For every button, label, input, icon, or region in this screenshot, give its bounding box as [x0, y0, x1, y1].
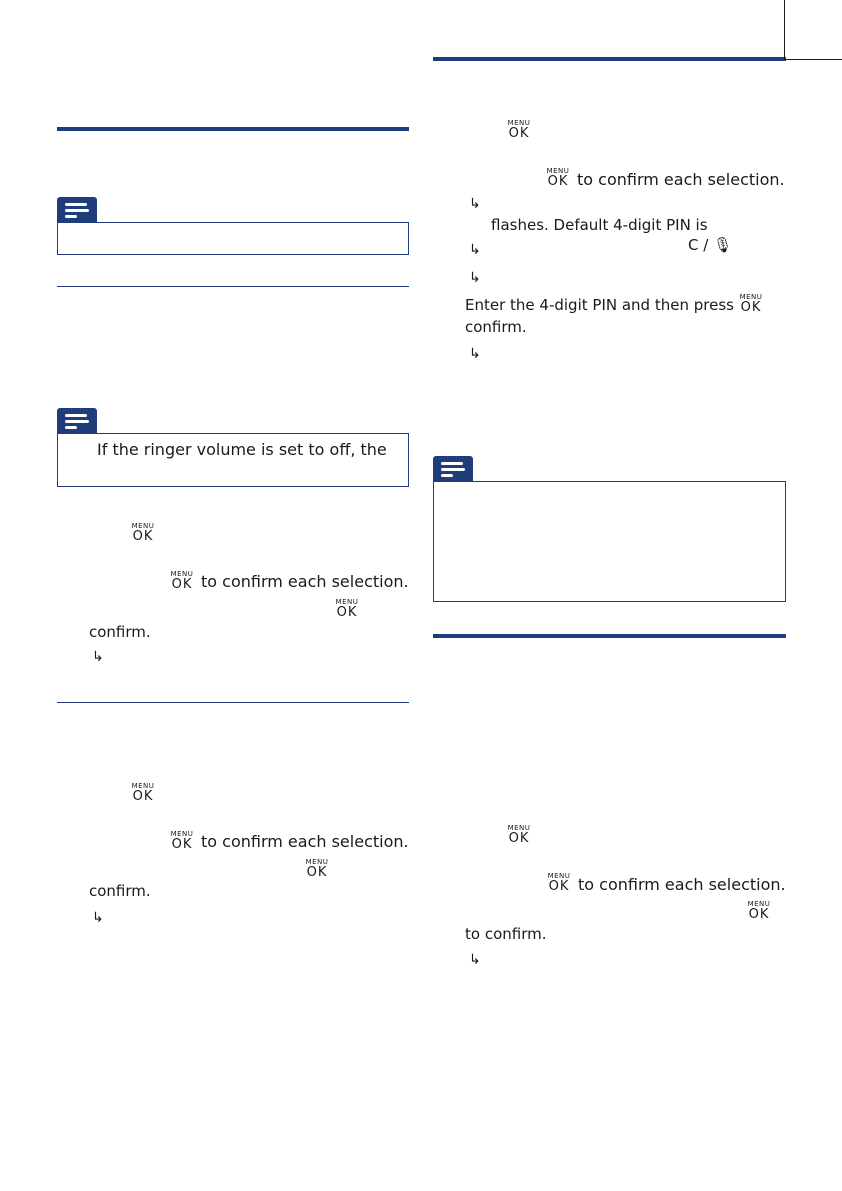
menu-ok-key-icon: MENU OK: [305, 858, 329, 880]
note-box-3: [433, 481, 786, 602]
menu-ok-key-icon: MENU OK: [170, 570, 194, 592]
result-arrow-icon: ↳: [469, 196, 481, 212]
pin-flash-text: flashes. Default 4-digit PIN is: [491, 216, 708, 234]
section-divider-left-top: [57, 127, 409, 131]
result-arrow-icon: ↳: [469, 346, 481, 362]
page-edge-mark: [784, 0, 785, 60]
note-icon: [57, 197, 97, 223]
step-text-confirm: confirm.: [89, 882, 151, 900]
subsection-divider-2: [57, 702, 409, 703]
step-text-to-confirm: to confirm.: [465, 925, 547, 943]
menu-ok-key-icon: MENU OK: [335, 598, 359, 620]
menu-ok-key-icon: MENU OK: [507, 119, 531, 141]
step-text-confirm-each: to confirm each selection.: [201, 832, 409, 851]
step-text-confirm: confirm.: [89, 623, 151, 641]
menu-ok-key-icon: MENU OK: [546, 167, 570, 189]
enter-pin-text: Enter the 4-digit PIN and then press: [465, 296, 734, 314]
result-arrow-icon: ↳: [469, 242, 481, 258]
menu-ok-key-icon: MENU OK: [131, 782, 155, 804]
step-text-confirm: confirm.: [465, 318, 527, 336]
note-box-1: [57, 222, 409, 255]
step-text-confirm-each: to confirm each selection.: [578, 875, 786, 894]
result-arrow-icon: ↳: [469, 952, 481, 968]
result-arrow-icon: ↳: [469, 270, 481, 286]
result-arrow-icon: ↳: [92, 649, 104, 665]
menu-ok-key-icon: MENU OK: [131, 522, 155, 544]
menu-ok-key-icon: MENU OK: [170, 830, 194, 852]
subsection-divider-1: [57, 286, 409, 287]
page-edge-mark: [784, 59, 842, 60]
section-divider-right-bottom: [433, 634, 786, 638]
note-icon: [57, 408, 97, 434]
step-text-confirm-each: to confirm each selection.: [201, 572, 409, 591]
clear-mute-key-icon: C / 🎙: [688, 236, 733, 254]
result-arrow-icon: ↳: [92, 910, 104, 926]
menu-ok-key-icon: MENU OK: [739, 293, 763, 315]
menu-ok-key-icon: MENU OK: [547, 872, 571, 894]
note-icon: [433, 456, 473, 482]
step-text-confirm-each: to confirm each selection.: [577, 170, 785, 189]
menu-ok-key-icon: MENU OK: [747, 900, 771, 922]
note-text-ringer: If the ringer volume is set to off, the: [97, 440, 387, 459]
menu-ok-key-icon: MENU OK: [507, 824, 531, 846]
section-divider-right-top: [433, 57, 786, 61]
